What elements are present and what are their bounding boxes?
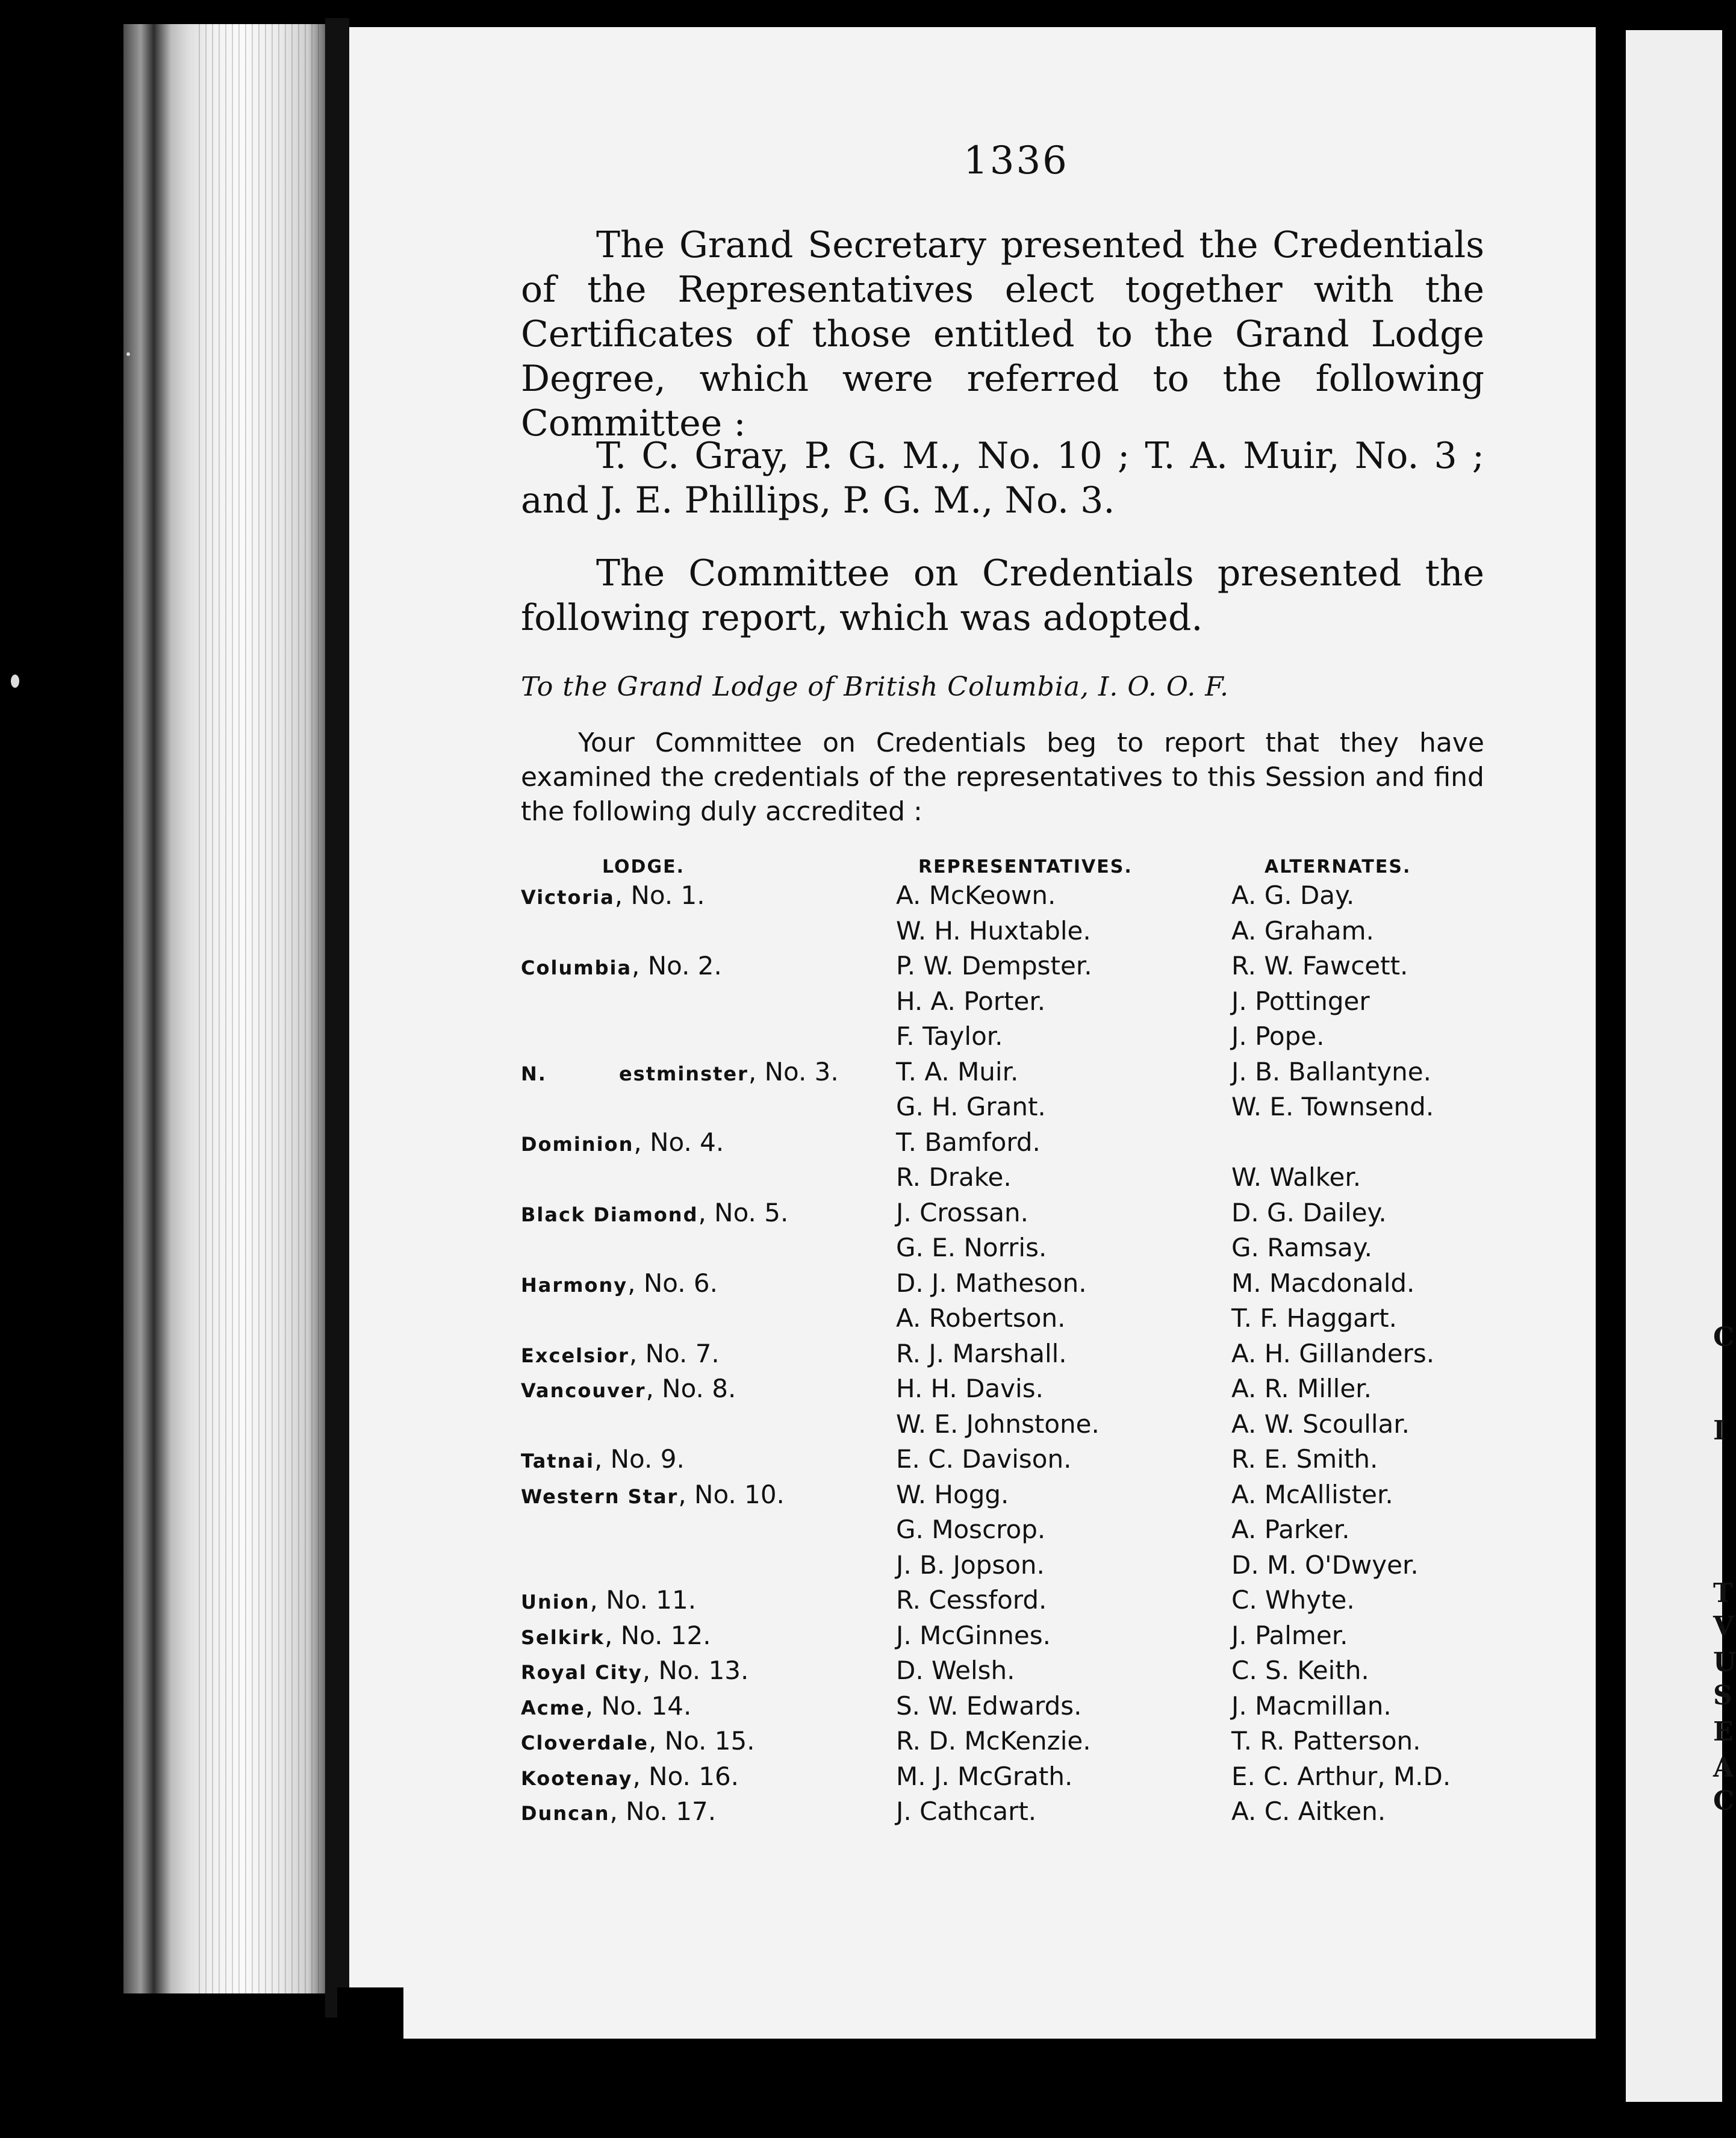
representative-cell: D. J. Matheson. — [896, 1268, 1087, 1298]
lodge-number: , No. 7. — [629, 1338, 720, 1368]
representative-cell: G. E. Norris. — [896, 1233, 1047, 1262]
lodge-name: Kootenay — [521, 1766, 633, 1790]
paragraph-1-text: The Grand Secretary presented the Credentials of the Representatives elect together with the Certificates of those entitled to the Grand Lodge Degree, which were referred to the following Committee : — [521, 224, 1484, 444]
lodge-name: Excelsior — [521, 1344, 629, 1367]
table-row — [0, 1656, 1722, 1691]
representative-cell: J. Cathcart. — [896, 1797, 1037, 1826]
alternate-cell: D. M. O'Dwyer. — [1231, 1550, 1419, 1580]
header-alternates: ALTERNATES. — [1265, 856, 1411, 877]
alternate-cell: R. W. Fawcett. — [1231, 951, 1408, 980]
speck — [126, 352, 130, 356]
alternate-cell: A. C. Aitken. — [1231, 1797, 1386, 1826]
lodge-cell — [521, 1691, 691, 1721]
lodge-cell — [521, 1585, 696, 1615]
representative-cell: S. W. Edwards. — [896, 1691, 1082, 1721]
alternate-cell: J. B. Ballantyne. — [1231, 1056, 1431, 1086]
lodge-cell — [521, 1268, 718, 1298]
lodge-number: , No. 3. — [748, 1056, 839, 1086]
alternate-cell: C. S. Keith. — [1231, 1656, 1369, 1685]
lodge-cell — [521, 1762, 739, 1791]
lodge-number: , No. 2. — [632, 951, 722, 980]
lodge-name: Dominion — [521, 1132, 634, 1156]
paragraph-2-text: T. C. Gray, P. G. M., No. 10 ; T. A. Muir, No. 3 ; and J. E. Phillips, P. G. M., No. 3. — [521, 435, 1484, 522]
lodge-cell — [521, 1198, 788, 1227]
right-page-letter: C — [1713, 1322, 1735, 1353]
representative-cell: R. Cessford. — [896, 1585, 1047, 1615]
alternate-cell: J. Pope. — [1231, 1021, 1325, 1051]
table-row — [0, 1374, 1722, 1409]
representative-cell: A. Robertson. — [896, 1303, 1066, 1333]
lodge-name: Vancouver — [521, 1379, 646, 1402]
alternate-cell: A. G. Day. — [1231, 880, 1355, 910]
alternate-cell: E. C. Arthur, M.D. — [1231, 1761, 1451, 1791]
representative-cell: P. W. Dempster. — [896, 951, 1092, 980]
table-row — [0, 1550, 1722, 1585]
page-number: 1336 — [963, 139, 1069, 183]
paragraph-2 — [521, 434, 1484, 523]
table-row — [0, 951, 1722, 986]
lodge-name: Harmony — [521, 1273, 628, 1297]
representative-cell: D. Welsh. — [896, 1656, 1015, 1685]
lodge-number: , No. 15. — [648, 1726, 755, 1756]
lodge-name: Selkirk — [521, 1625, 605, 1649]
lodge-cell — [521, 1374, 736, 1403]
table-row — [0, 1409, 1722, 1444]
alternate-cell: A. McAllister. — [1231, 1479, 1393, 1509]
paragraph-1 — [521, 223, 1484, 446]
header-representatives: REPRESENTATIVES. — [918, 856, 1133, 877]
lodge-number: , No. 9. — [594, 1444, 685, 1474]
lodge-cell — [521, 1339, 720, 1368]
alternate-cell: T. R. Patterson. — [1231, 1726, 1421, 1756]
lodge-cell — [521, 1127, 724, 1157]
paragraph-3 — [521, 551, 1484, 640]
table-row — [0, 986, 1722, 1021]
lodge-name: Columbia — [521, 956, 632, 979]
representative-cell: J. McGinnes. — [896, 1620, 1051, 1650]
right-page-letter: T — [1713, 1578, 1733, 1609]
representative-cell: W. E. Johnstone. — [896, 1409, 1100, 1439]
table-row — [0, 1762, 1722, 1797]
table-row — [0, 1726, 1722, 1761]
report-salutation: To the Grand Lodge of British Columbia, I. O. O. F. — [521, 672, 1229, 702]
lodge-cell — [521, 1726, 755, 1756]
lodge-number: , No. 11. — [590, 1585, 697, 1615]
alternate-cell: D. G. Dailey. — [1231, 1197, 1387, 1227]
right-page-letter: U — [1713, 1647, 1736, 1678]
alternate-cell: A. R. Miller. — [1231, 1374, 1372, 1403]
header-lodge: LODGE. — [602, 856, 685, 877]
representative-cell: T. Bamford. — [896, 1127, 1041, 1157]
lodge-name: Victoria — [521, 886, 615, 909]
right-page-letter: A — [1713, 1753, 1734, 1783]
alternate-cell: G. Ramsay. — [1231, 1233, 1372, 1262]
table-row — [0, 1057, 1722, 1092]
alternate-cell: J. Palmer. — [1231, 1620, 1348, 1650]
lodge-number: , No. 10. — [678, 1479, 785, 1509]
lodge-number: , No. 8. — [646, 1374, 736, 1403]
ink-gap — [547, 1064, 619, 1082]
table-row — [0, 916, 1722, 951]
alternate-cell: T. F. Haggart. — [1231, 1303, 1397, 1333]
table-row — [0, 1021, 1722, 1056]
alternate-cell: J. Macmillan. — [1231, 1691, 1392, 1721]
table-row — [0, 1339, 1722, 1374]
representative-cell: F. Taylor. — [896, 1021, 1003, 1051]
table-row — [0, 1268, 1722, 1303]
representative-cell: W. H. Huxtable. — [896, 915, 1091, 946]
lodge-number: , No. 4. — [633, 1127, 724, 1157]
lodge-name: Tatnai — [521, 1450, 594, 1473]
representative-cell: H. A. Porter. — [896, 986, 1046, 1016]
lodge-number: , No. 1. — [614, 880, 705, 910]
alternate-cell: W. E. Townsend. — [1231, 1092, 1434, 1121]
right-page-letter: C — [1713, 1786, 1735, 1816]
lodge-name: Duncan — [521, 1802, 610, 1825]
representative-cell: H. H. Davis. — [896, 1374, 1044, 1403]
lodge-name: Royal City — [521, 1661, 642, 1684]
representative-cell: E. C. Davison. — [896, 1444, 1072, 1474]
lodge-number: , No. 13. — [642, 1656, 749, 1685]
alternate-cell: J. Pottinger — [1231, 986, 1370, 1016]
report-body-text: Your Committee on Credentials beg to report that they have examined the credentials of the representatives to this Session and find the following duly accredited : — [521, 728, 1484, 827]
page-bottom-curl — [337, 1987, 403, 2138]
lodge-cell — [521, 1480, 785, 1509]
lodge-number: , No. 17. — [609, 1797, 717, 1826]
lodge-number: , No. 6. — [627, 1268, 718, 1298]
table-row — [0, 1198, 1722, 1233]
table-row — [0, 880, 1722, 915]
table-row — [0, 1444, 1722, 1479]
alternate-cell: C. Whyte. — [1231, 1585, 1355, 1615]
lodge-name: N. — [521, 1062, 547, 1085]
right-page-letter: V — [1713, 1611, 1734, 1642]
lodge-name: Black Diamond — [521, 1203, 698, 1226]
lodge-number: , No. 14. — [585, 1691, 692, 1721]
right-page-letter: E — [1713, 1716, 1734, 1747]
representative-cell: J. B. Jopson. — [896, 1550, 1045, 1580]
representative-cell: J. Crossan. — [896, 1197, 1028, 1227]
right-page-letter: I — [1713, 1415, 1726, 1446]
lodge-name: Acme — [521, 1696, 585, 1719]
table-row — [0, 1621, 1722, 1656]
alternate-cell: R. E. Smith. — [1231, 1444, 1378, 1474]
lodge-number: , No. 5. — [698, 1197, 789, 1227]
lodge-cell — [521, 951, 722, 980]
representative-cell: G. Moscrop. — [896, 1515, 1046, 1544]
lodge-cell — [521, 1444, 685, 1474]
table-row — [0, 1092, 1722, 1127]
table-row — [0, 1515, 1722, 1550]
table-row — [0, 1797, 1722, 1831]
lodge-number: , No. 12. — [605, 1620, 711, 1650]
representative-cell: A. McKeown. — [896, 880, 1056, 910]
table-row — [0, 1303, 1722, 1338]
representative-cell: T. A. Muir. — [896, 1056, 1019, 1086]
alternate-cell: A. W. Scoullar. — [1231, 1409, 1410, 1439]
representative-cell: G. H. Grant. — [896, 1092, 1046, 1121]
lodge-cell — [521, 880, 705, 910]
alternate-cell: A. Parker. — [1231, 1515, 1350, 1544]
representative-cell: W. Hogg. — [896, 1479, 1009, 1509]
alternate-cell: W. Walker. — [1231, 1162, 1361, 1192]
representative-cell: R. J. Marshall. — [896, 1338, 1067, 1368]
table-row — [0, 1691, 1722, 1726]
table-row — [0, 1162, 1722, 1197]
lodge-name: Cloverdale — [521, 1731, 649, 1754]
table-row — [0, 1233, 1722, 1268]
lodge-cell — [521, 1621, 711, 1650]
lodge-name-continued: estminster — [618, 1062, 748, 1085]
lodge-name: Union — [521, 1591, 590, 1613]
lodge-cell — [521, 1797, 716, 1826]
representative-cell: R. Drake. — [896, 1162, 1012, 1192]
alternate-cell: A. Graham. — [1231, 915, 1374, 946]
lodge-name: Western Star — [521, 1485, 679, 1508]
alternate-cell: A. H. Gillanders. — [1231, 1338, 1435, 1368]
lodge-number: , No. 16. — [632, 1761, 739, 1791]
table-row — [0, 1127, 1722, 1162]
report-body — [521, 726, 1484, 829]
table-row — [0, 1585, 1722, 1620]
speck — [11, 675, 19, 688]
alternate-cell: M. Macdonald. — [1231, 1268, 1415, 1298]
right-page-letter: S — [1713, 1680, 1732, 1711]
lodge-cell — [521, 1057, 839, 1086]
paragraph-3-text: The Committee on Credentials presented the following report, which was adopted. — [521, 552, 1484, 639]
representative-cell: M. J. McGrath. — [896, 1761, 1073, 1791]
lodge-cell — [521, 1656, 748, 1685]
representative-cell: R. D. McKenzie. — [896, 1726, 1091, 1756]
table-row — [0, 1480, 1722, 1515]
